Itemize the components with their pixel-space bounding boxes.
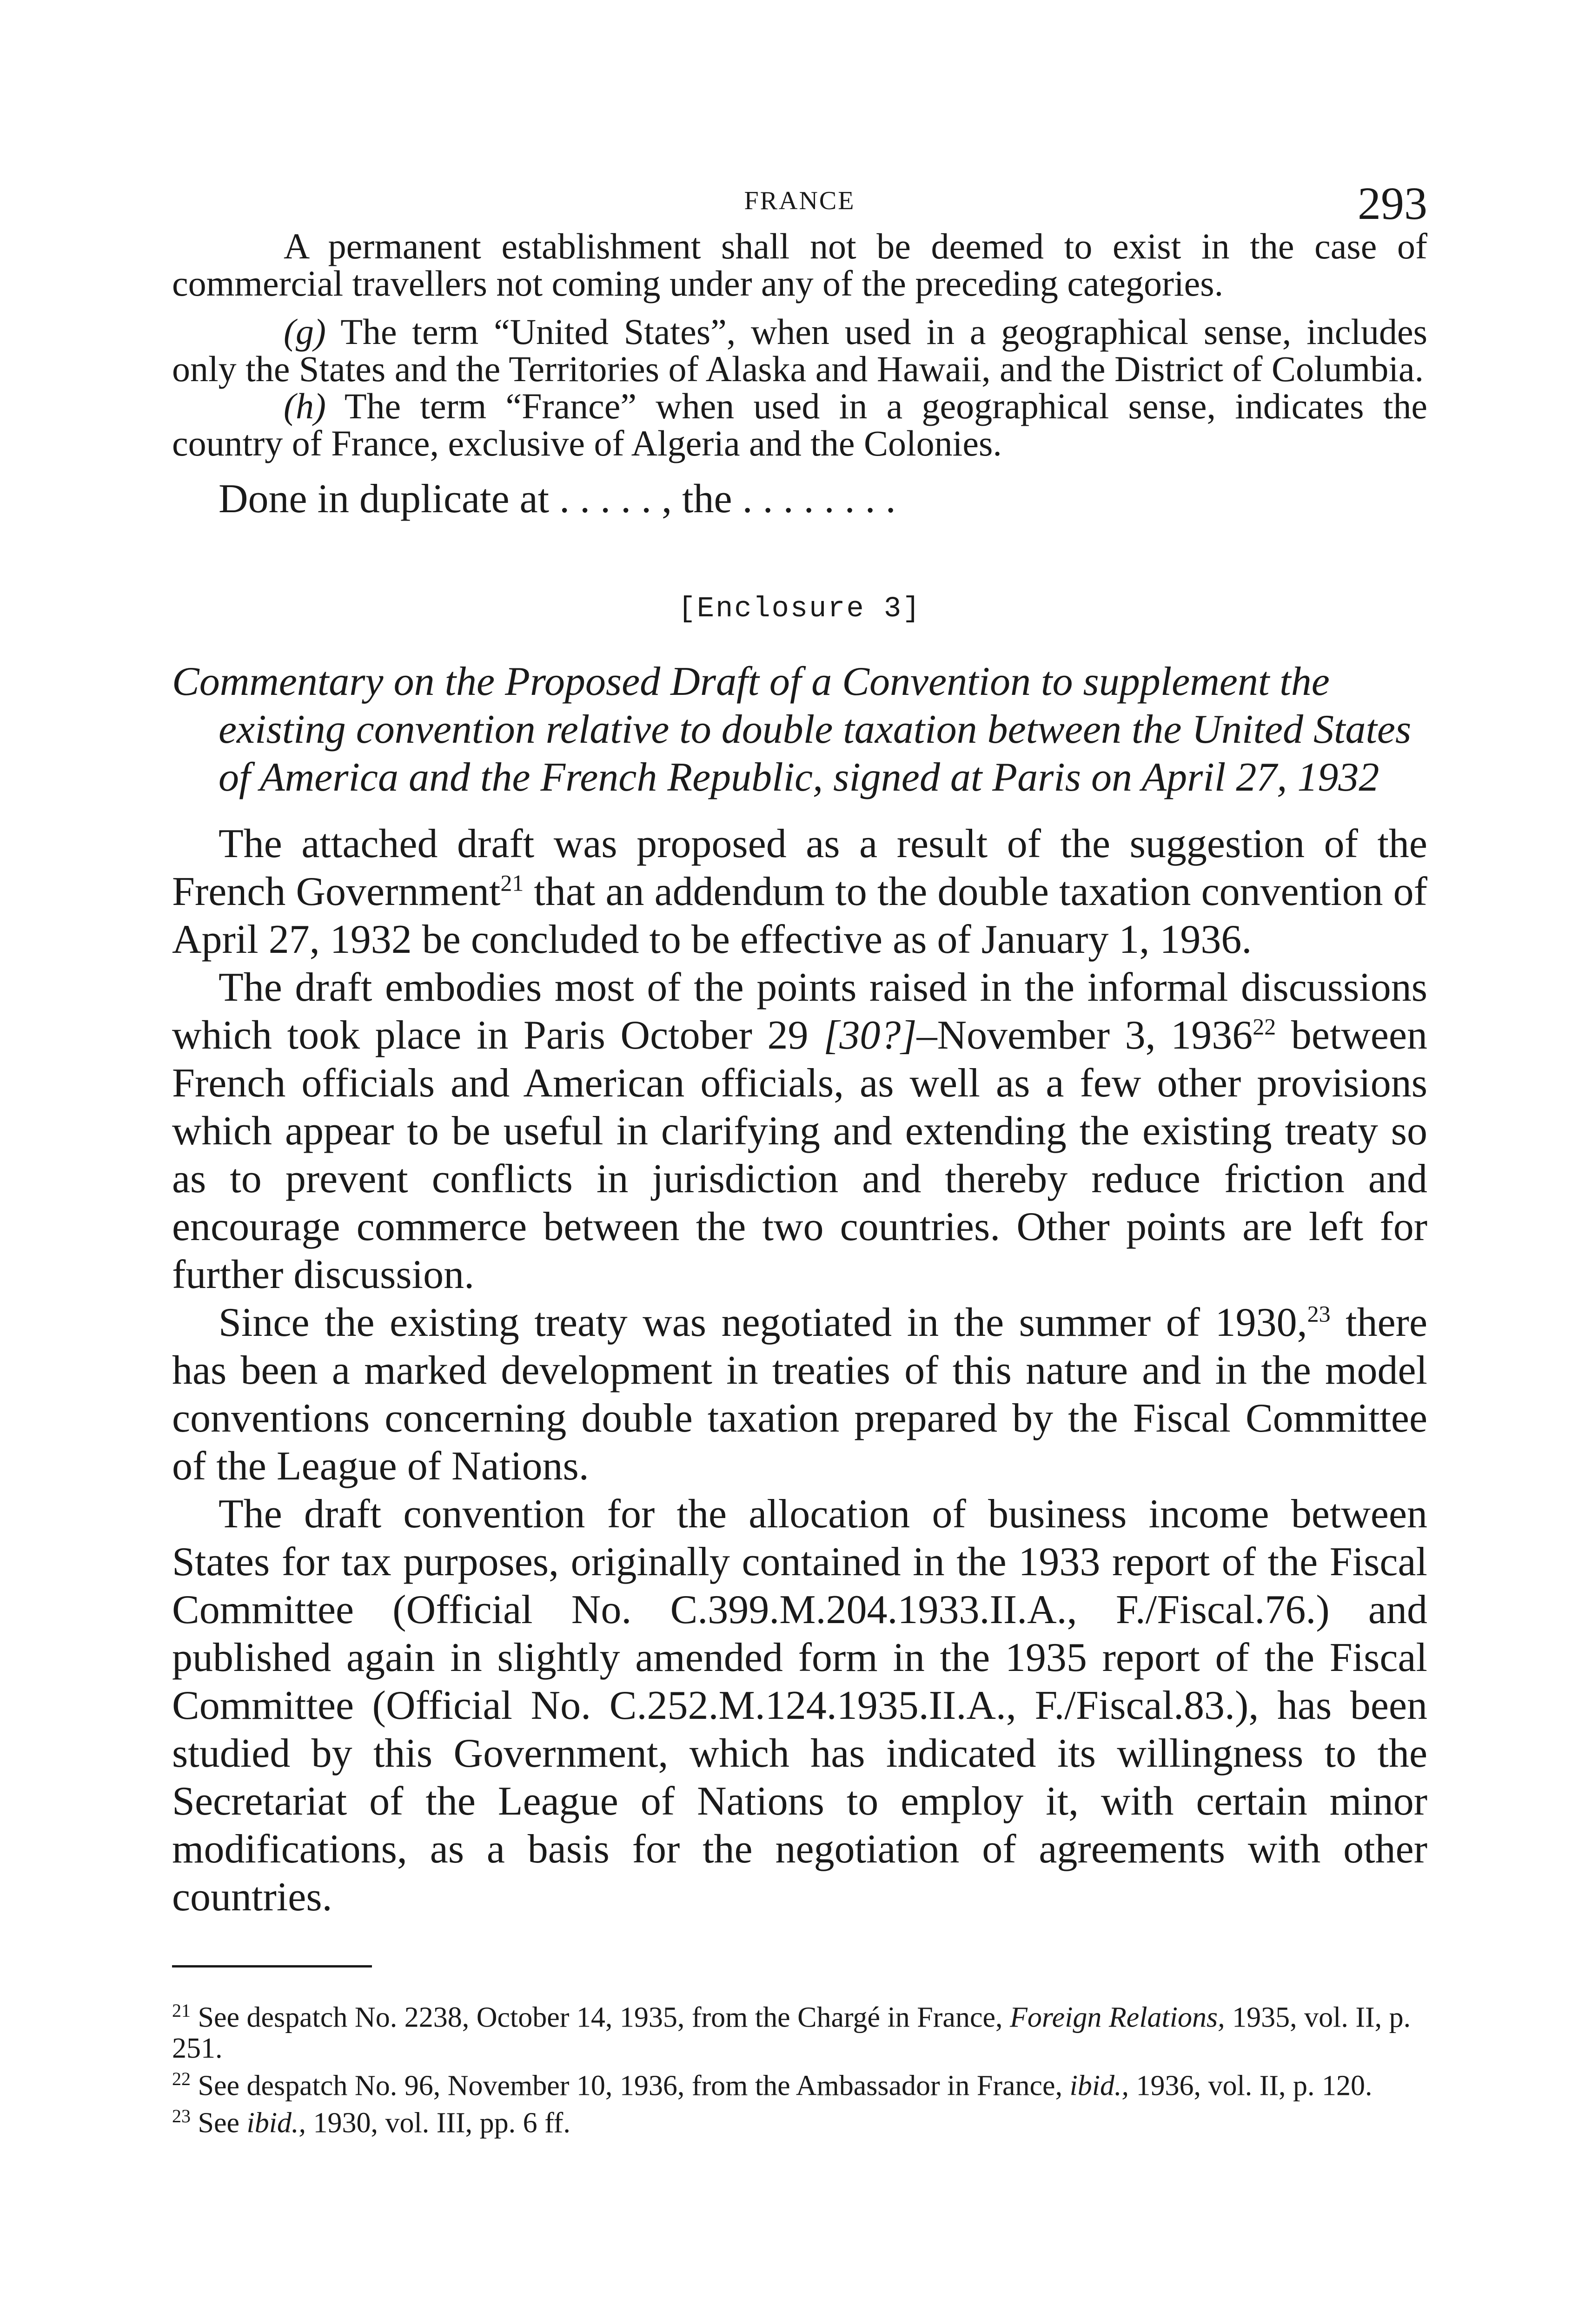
enclosure-label: [Enclosure 3] bbox=[678, 592, 922, 625]
footnote-ref-22: 22 bbox=[1253, 1013, 1276, 1040]
document-page bbox=[172, 177, 1427, 2139]
footnote-italic: Foreign Relations, bbox=[1009, 2001, 1225, 2034]
commentary-title: Commentary on the Proposed Draft of a Convention to supplement the existing convention relative to double taxation between the United States of America and the French Republic, signed at Paris on April 27, 1932 bbox=[172, 659, 1412, 800]
page-number: 293 bbox=[1358, 178, 1427, 229]
footnote-21 bbox=[172, 1995, 1427, 2064]
definition-g-text: The term “United States”, when used in a geographical sense, includes only the States and the Territories of Alaska and Hawaii, and the District of Columbia. bbox=[172, 311, 1428, 389]
footnote-text: See bbox=[198, 2107, 240, 2139]
paragraph-attached-draft bbox=[172, 820, 1427, 964]
footnote-mark: 23 bbox=[172, 2106, 191, 2127]
footnote-23 bbox=[172, 2101, 1427, 2139]
definition-h-label: (h) bbox=[284, 386, 326, 426]
definition-h-text: The term “France” when used in a geographical sense, indicates the country of France, exclusive of Algeria and the Colonies. bbox=[172, 386, 1428, 463]
paragraph-permanent-establishment: A permanent establishment shall not be deemed to exist in the case of commercial travellers not coming under any of the preceding categories. bbox=[172, 226, 1427, 304]
footnote-22 bbox=[172, 2064, 1427, 2101]
p3-text-b: there has been a marked development in treaties of this nature and in the model conventions concerning double taxation prepared by the Fiscal Committee of the League of Nations. bbox=[172, 1300, 1427, 1489]
p1-text-a: The attached draft was proposed as a result of the suggestion of the French Government bbox=[172, 821, 1427, 914]
p2-text-a: The draft embodies most of the points raised in the informal discussions which took place in Paris October 29 bbox=[172, 965, 1427, 1058]
paragraph-definition-g bbox=[172, 313, 1427, 388]
running-head bbox=[172, 177, 1427, 228]
footnote-text: 1936, vol. II, p. 120. bbox=[1136, 2070, 1372, 2102]
footnote-text: See despatch No. 2238, October 14, 1935, from the Chargé in France, bbox=[198, 2001, 1003, 2034]
p2-bracketed-date: [30?] bbox=[823, 1013, 917, 1058]
paragraph-since-existing-treaty bbox=[172, 1299, 1427, 1490]
footnote-text: 1935, vol. II, p. 251. bbox=[172, 2001, 1411, 2064]
p3-text-a: Since the existing treaty was negotiated in the summer of 1930, bbox=[219, 1300, 1307, 1345]
footnote-ref-23: 23 bbox=[1307, 1301, 1331, 1327]
paragraph-definition-h bbox=[172, 388, 1427, 462]
footnote-ref-21: 21 bbox=[500, 870, 524, 896]
footnote-text: See despatch No. 96, November 10, 1936, from the Ambassador in France, bbox=[198, 2070, 1063, 2102]
p1-text-b: that an addendum to the double taxation convention of April 27, 1932 be concluded to be effective as of January 1, 1936. bbox=[172, 869, 1427, 962]
paragraph-draft-convention-allocation: The draft convention for the allocation of business income between States for tax purposes, originally contained in the 1933 report of the Fiscal Committee (Official No. C.399.M.204.1933.II.A., F./Fiscal.76.) and published again in slightly amended form in the 1935 report of the Fiscal Committee (Official No. C.252.M.124.1935.II.A., F./Fiscal.83.), has been studied by this Government, which has indicated its willingness to the Secretariat of the League of Nations to employ it, with certain minor modifications, as a basis for the negotiation of agreements with other countries. bbox=[172, 1492, 1427, 1920]
footnote-divider bbox=[172, 1965, 372, 1967]
done-in-duplicate-line: Done in duplicate at . . . . . , the . . . . . . . . bbox=[219, 476, 896, 522]
footnote-mark: 21 bbox=[172, 2000, 191, 2021]
footnote-italic: ibid., bbox=[246, 2107, 306, 2139]
p2-text-c: between French officials and American officials, as well as a few other provisions which appear to be useful in clarifying and extending the existing treaty so as to prevent conflicts in jurisdiction and thereby reduce friction and encourage commerce between the two countries. Other points are left for further discussion. bbox=[172, 1013, 1428, 1297]
paragraph-draft-embodies bbox=[172, 964, 1427, 1299]
footnote-text: 1930, vol. III, pp. 6 ff. bbox=[313, 2107, 570, 2139]
footnote-italic: ibid., bbox=[1069, 2070, 1129, 2102]
running-title: FRANCE bbox=[744, 186, 855, 215]
p2-text-b: –November 3, 1936 bbox=[916, 1013, 1253, 1058]
definition-g-label: (g) bbox=[284, 311, 326, 352]
footnote-mark: 22 bbox=[172, 2068, 191, 2089]
